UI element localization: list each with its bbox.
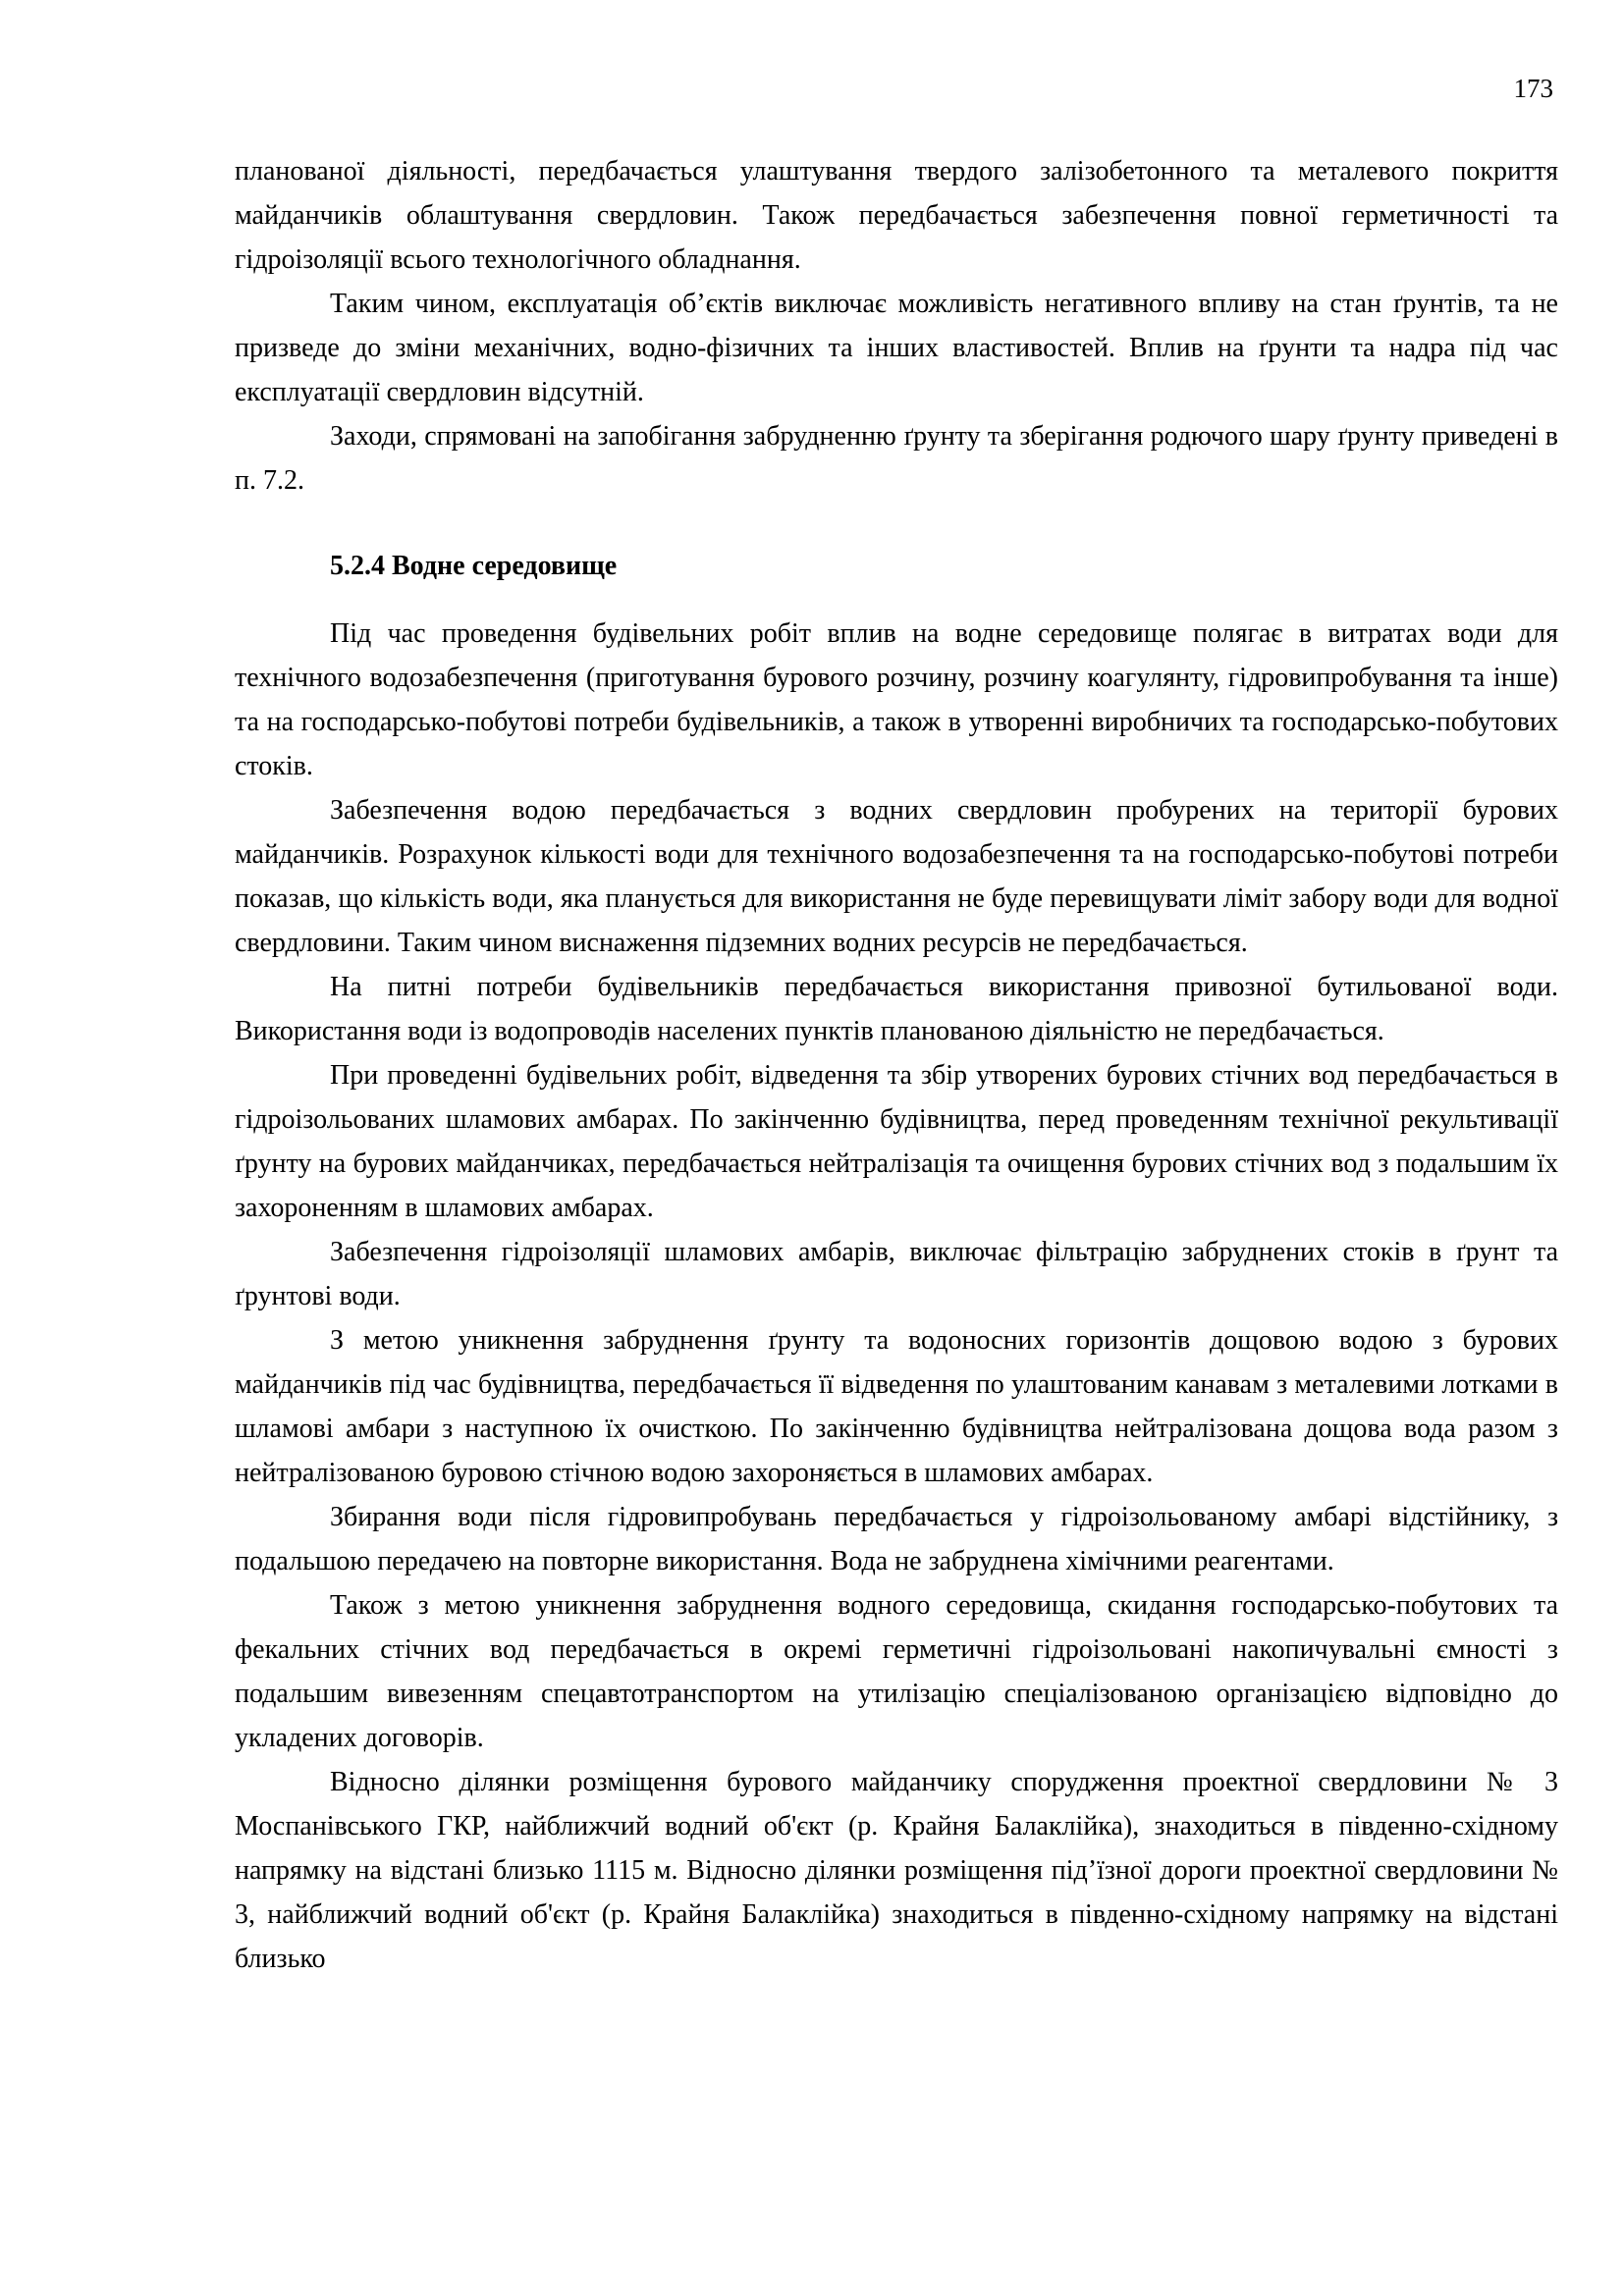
paragraph: Збирання води після гідровипробувань передбачається у гідроізольованому амбарі відстійнику, з подальшою передачею на повторне використання. Вода не забруднена хімічними реагентами.	[235, 1502, 1558, 1576]
paragraph: Забезпечення гідроізоляції шламових амбарів, виключає фільтрацію забруднених стоків в ґрунт та ґрунтові води.	[235, 1237, 1558, 1311]
paragraph: Забезпечення водою передбачається з водних свердловин пробурених на території бурових майданчиків. Розрахунок кількості води для технічного водозабезпечення та на господарсько-побутові потреби показав, що кількість води, яка планується для використання не буде перевищувати ліміт забору води для водної свердловини. Таким чином виснаження підземних водних ресурсів не передбачається.	[235, 795, 1558, 958]
paragraph: На питні потреби будівельників передбачається використання привозної бутильованої води. Використання води із водопроводів населених пунктів планованою діяльністю не передбачається.	[235, 972, 1558, 1046]
paragraph: Таким чином, експлуатація об’єктів виключає можливість негативного впливу на стан ґрунтів, та не призведе до зміни механічних, водно-фізичних та інших властивостей. Вплив на ґрунти та надра під час експлуатації свердловин відсутній.	[235, 289, 1558, 407]
paragraph: Заходи, спрямовані на запобігання забрудненню ґрунту та зберігання родючого шару ґрунту приведені в п. 7.2.	[235, 421, 1558, 496]
section-heading: 5.2.4 Водне середовище	[330, 551, 618, 581]
paragraph: Під час проведення будівельних робіт вплив на водне середовище полягає в витратах води для технічного водозабезпечення (приготування бурового розчину, розчину коагулянту, гідровипробування та інше) та на господарсько-побутові потреби будівельників, а також в утворенні виробничих та господарсько-побутових стоків.	[235, 618, 1558, 781]
paragraph: З метою уникнення забруднення ґрунту та водоносних горизонтів дощовою водою з бурових майданчиків під час будівництва, передбачається її відведення по улаштованим канавам з металевими лотками в шламові амбари з наступною їх очисткою. По закінченню будівництва нейтралізована дощова вода разом з нейтралізованою буровою стічною водою захороняється в шламових амбарах.	[235, 1325, 1558, 1488]
page-number: 173	[1513, 74, 1553, 103]
document-body	[235, 149, 1558, 1981]
paragraph: планованої діяльності, передбачається улаштування твердого залізобетонного та металевого покриття майданчиків облаштування свердловин. Також передбачається забезпечення повної герметичності та гідроізоляції всього технологічного обладнання.	[235, 156, 1558, 275]
paragraph: Також з метою уникнення забруднення водного середовища, скидання господарсько-побутових та фекальних стічних вод передбачається в окремі герметичні гідроізольовані накопичувальні ємності з подальшим вивезенням спецавтотранспортом на утилізацію спеціалізованою організацією відповідно до укладених договорів.	[235, 1590, 1558, 1753]
paragraph: При проведенні будівельних робіт, відведення та збір утворених бурових стічних вод передбачається в гідроізольованих шламових амбарах. По закінченню будівництва, перед проведенням технічної рекультивації ґрунту на бурових майданчиках, передбачається нейтралізація та очищення бурових стічних вод з подальшим їх захороненням в шламових амбарах.	[235, 1060, 1558, 1223]
paragraph: Відносно ділянки розміщення бурового майданчику спорудження проектної свердловини № 3 Моспанівського ГКР, найближчий водний об'єкт (р. Крайня Балаклійка), знаходиться в південно-східному напрямку на відстані близько 1115 м. Відносно ділянки розміщення під’їзної дороги проектної свердловини № 3, найближчий водний об'єкт (р. Крайня Балаклійка) знаходиться в південно-східному напрямку на відстані близько	[235, 1767, 1558, 1974]
